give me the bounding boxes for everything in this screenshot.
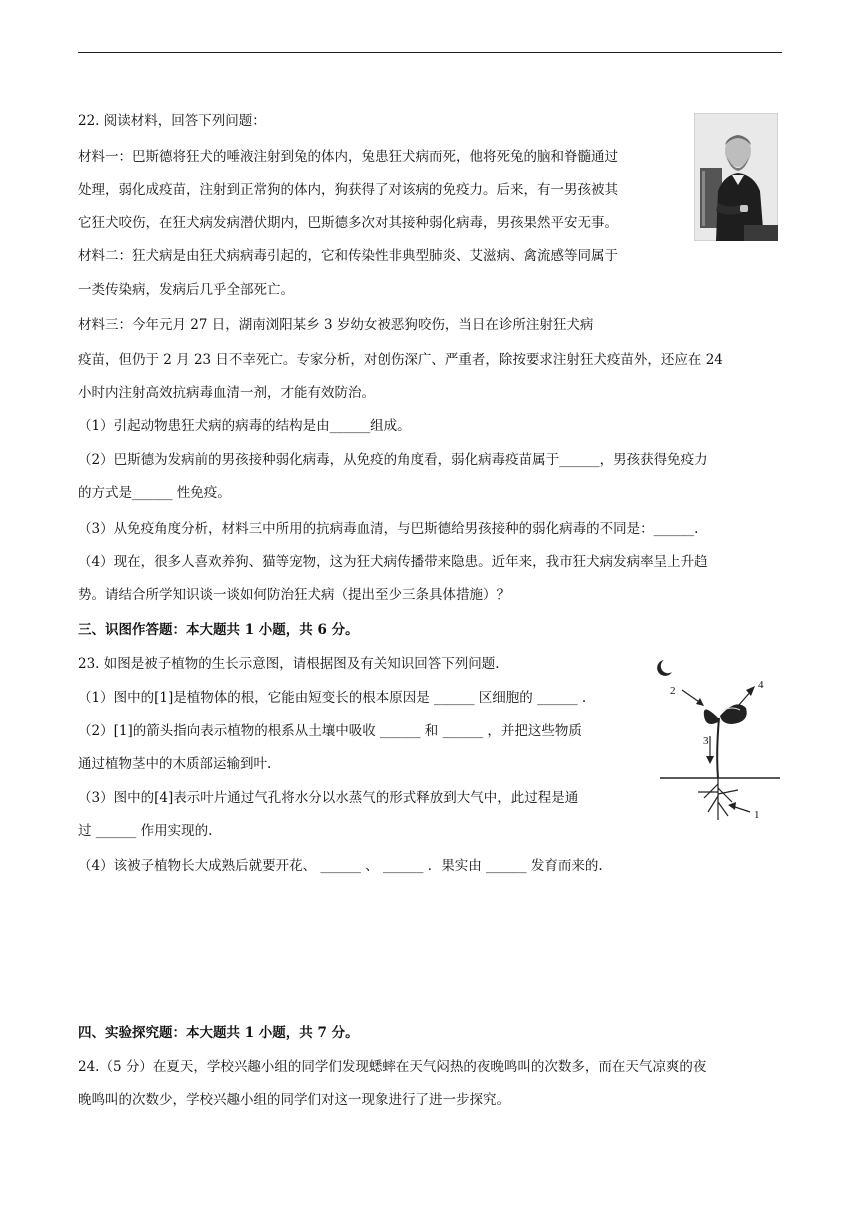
q22-sub4-line2: 势。请结合所学知识谈一谈如何防治狂犬病（提出至少三条具体措施）？ (78, 587, 510, 603)
q22-sub3: （3）从免疫角度分析，材料三中所用的抗病毒血清，与巴斯德给男孩接种的弱化病毒的不同是：______. (78, 521, 699, 537)
q23-sub4: （4）该被子植物长大成熟后就要开花、 ______ 、 ______ ．果实由 ______ 发育而来的. (78, 858, 603, 874)
label-1: 1 (754, 809, 760, 821)
section4-heading: 四、实验探究题：本大题共 1 小题，共 7 分。 (78, 1025, 359, 1041)
q22-title: 22. 阅读材料，回答下列问题： (78, 113, 266, 129)
section3-heading: 三、识图作答题：本大题共 1 小题，共 6 分。 (78, 622, 359, 638)
header-rule (78, 52, 782, 53)
q22-material3-line2: 疫苗，但仍于 2 月 23 日不幸死亡。专家分析，对创伤深广、严重者，除按要求注射狂犬疫苗外，还应在 24 (78, 352, 723, 368)
q22-material3-line3: 小时内注射高效抗病毒血清一剂，才能有效防治。 (78, 385, 375, 401)
q22-material1-line2: 处理，弱化成疫苗，注射到正常狗的体内，狗获得了对该病的免疫力。后来，有一男孩被其 (78, 182, 618, 198)
q22-sub2-line1: （2）巴斯德为发病前的男孩接种弱化病毒，从免疫的角度看，弱化病毒疫苗属于______，男孩获得免疫力 (78, 452, 708, 468)
q22-material2-line1: 材料二：狂犬病是由狂犬病病毒引起的，它和传染性非典型肺炎、艾滋病、禽流感等同属于 (78, 248, 618, 264)
q22-sub2-line2: 的方式是______ 性免疫。 (78, 485, 231, 501)
plant-growth-diagram (652, 652, 782, 832)
label-2: 2 (670, 685, 676, 697)
q23-sub2-line2: 通过植物茎中的木质部运输到叶. (78, 756, 272, 772)
moon-icon (657, 660, 672, 676)
q24-line1: 24.（5 分）在夏天，学校兴趣小组的同学们发现蟋蟀在天气闷热的夜晚鸣叫的次数多，而在天气凉爽的夜 (78, 1059, 707, 1075)
roots (698, 778, 738, 820)
label-3: 3 (703, 735, 709, 747)
q22-sub4-line1: （4）现在，很多人喜欢养狗、猫等宠物，这为狂犬病传播带来隐患。近年来，我市狂犬病发病率呈上升趋 (78, 554, 708, 570)
q23-sub2-line1: （2）[1]的箭头指向表示植物的根系从土壤中吸收 ______ 和 ______ ，并把这些物质 (78, 723, 582, 739)
portrait-photo (694, 113, 778, 241)
leaf-right (720, 704, 747, 724)
stem (717, 718, 719, 778)
q24-line2: 晚鸣叫的次数少，学校兴趣小组的同学们对这一现象进行了进一步探究。 (78, 1092, 510, 1108)
q23-sub3-line1: （3）图中的[4]表示叶片通过气孔将水分以水蒸气的形式释放到大气中，此过程是通 (78, 790, 579, 806)
q23-sub3-line2: 过 ______ 作用实现的. (78, 823, 213, 839)
q22-material1-line1: 材料一：巴斯德将狂犬的唾液注射到兔的体内，兔患狂犬病而死，他将死兔的脑和脊髓通过 (78, 149, 618, 165)
q22-material3-line1: 材料三：今年元月 27 日，湖南浏阳某乡 3 岁幼女被恶狗咬伤，当日在诊所注射狂犬病 (78, 317, 594, 333)
q23-sub1: （1）图中的[1]是植物体的根，它能由短变长的根本原因是 ______ 区细胞的 ______ . (78, 690, 587, 706)
q22-material2-line2: 一类传染病，发病后几乎全部死亡。 (78, 282, 294, 298)
q23-title: 23. 如图是被子植物的生长示意图，请根据图及有关知识回答下列问题. (78, 656, 500, 672)
leaf-left (704, 709, 718, 724)
q22-sub1: （1）引起动物患狂犬病的病毒的结构是由______组成。 (78, 418, 411, 434)
q22-material1-line3: 它狂犬咬伤，在狂犬病发病潜伏期内，巴斯德多次对其接种弱化病毒，男孩果然平安无事。 (78, 215, 618, 231)
label-4: 4 (758, 679, 764, 691)
